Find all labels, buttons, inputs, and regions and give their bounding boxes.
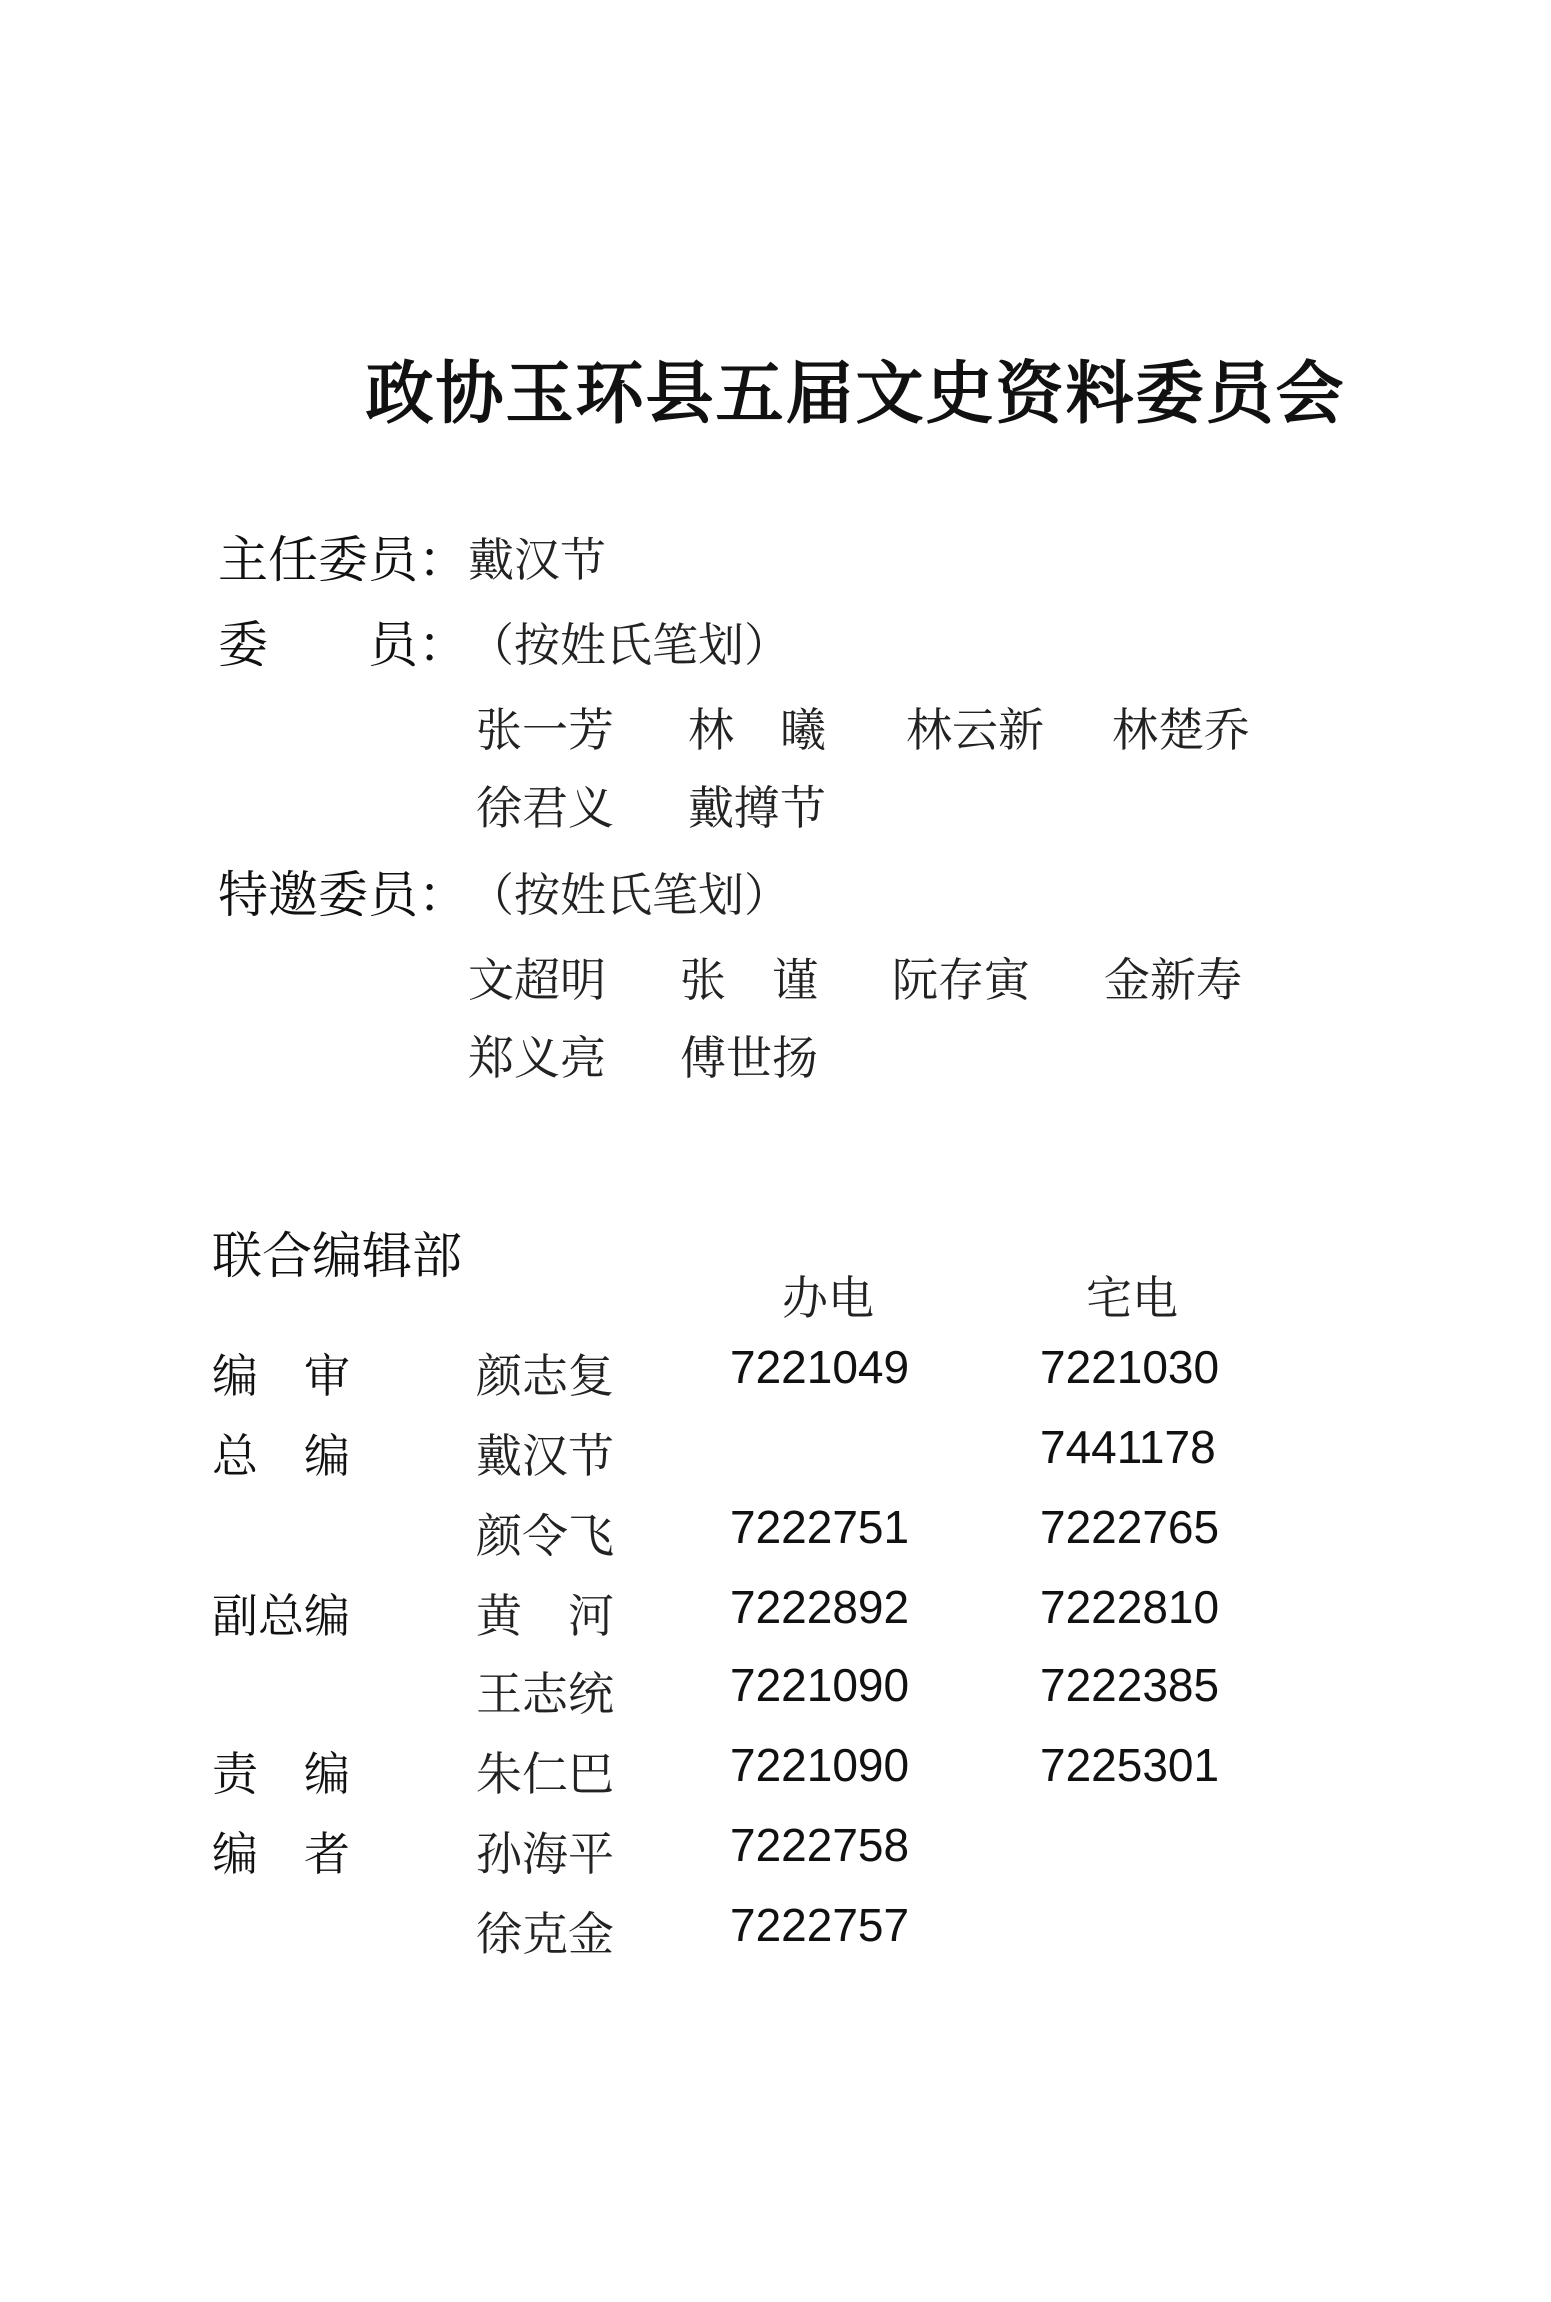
member-name: 林 曦 (688, 703, 826, 757)
home-phone: 7225301 (1040, 1739, 1220, 1791)
home-phone: 7222765 (1040, 1501, 1220, 1553)
office-phone: 7222751 (730, 1501, 910, 1553)
member-name: 戴撙节 (688, 781, 826, 835)
office-phone: 7222758 (730, 1819, 910, 1871)
home-phone-header: 宅电 (1086, 1271, 1178, 1325)
role-label: 副总编 (212, 1589, 350, 1643)
chair-label: 主任委员： (218, 531, 468, 589)
home-phone: 7222385 (1040, 1659, 1220, 1711)
page-title: 政协玉环县五届文史资料委员会 (365, 354, 1346, 434)
role-label: 编 审 (212, 1349, 350, 1403)
member-name: 张一芳 (476, 703, 614, 757)
office-phone-header: 办电 (782, 1271, 874, 1325)
staff-name: 王志统 (476, 1667, 614, 1721)
special-member-name: 郑义亮 (468, 1031, 606, 1085)
member-name: 林云新 (906, 703, 1044, 757)
staff-name: 孙海平 (476, 1827, 614, 1881)
special-member-name: 阮存寅 (892, 953, 1030, 1007)
role-label: 责 编 (212, 1747, 350, 1801)
special-member-name: 金新寿 (1104, 953, 1242, 1007)
special-member-name: 傅世扬 (680, 1031, 818, 1085)
home-phone: 7221030 (1040, 1341, 1220, 1393)
special-member-name: 张 谨 (680, 953, 818, 1007)
office-phone: 7221090 (730, 1659, 910, 1711)
staff-name: 颜志复 (476, 1349, 614, 1403)
chair-name: 戴汉节 (468, 533, 606, 587)
staff-name: 黄 河 (476, 1589, 614, 1643)
members-label: 委 员： (218, 616, 468, 674)
home-phone: 7441178 (1040, 1421, 1216, 1473)
role-label: 编 者 (212, 1827, 350, 1881)
office-phone: 7221049 (730, 1341, 910, 1393)
staff-name: 颜令飞 (476, 1509, 614, 1563)
special-label: 特邀委员： (218, 866, 468, 924)
special-member-name: 文超明 (468, 953, 606, 1007)
staff-name: 朱仁巴 (476, 1747, 614, 1801)
home-phone: 7222810 (1040, 1581, 1220, 1633)
office-phone: 7221090 (730, 1739, 910, 1791)
editorial-heading: 联合编辑部 (212, 1227, 462, 1285)
role-label: 总 编 (212, 1429, 350, 1483)
office-phone: 7222892 (730, 1581, 910, 1633)
office-phone: 7222757 (730, 1899, 910, 1951)
member-name: 徐君义 (476, 781, 614, 835)
members-note: （按姓氏笔划） (468, 618, 790, 672)
member-name: 林楚乔 (1112, 703, 1250, 757)
staff-name: 戴汉节 (476, 1429, 614, 1483)
special-note: （按姓氏笔划） (468, 868, 790, 922)
staff-name: 徐克金 (476, 1907, 614, 1961)
